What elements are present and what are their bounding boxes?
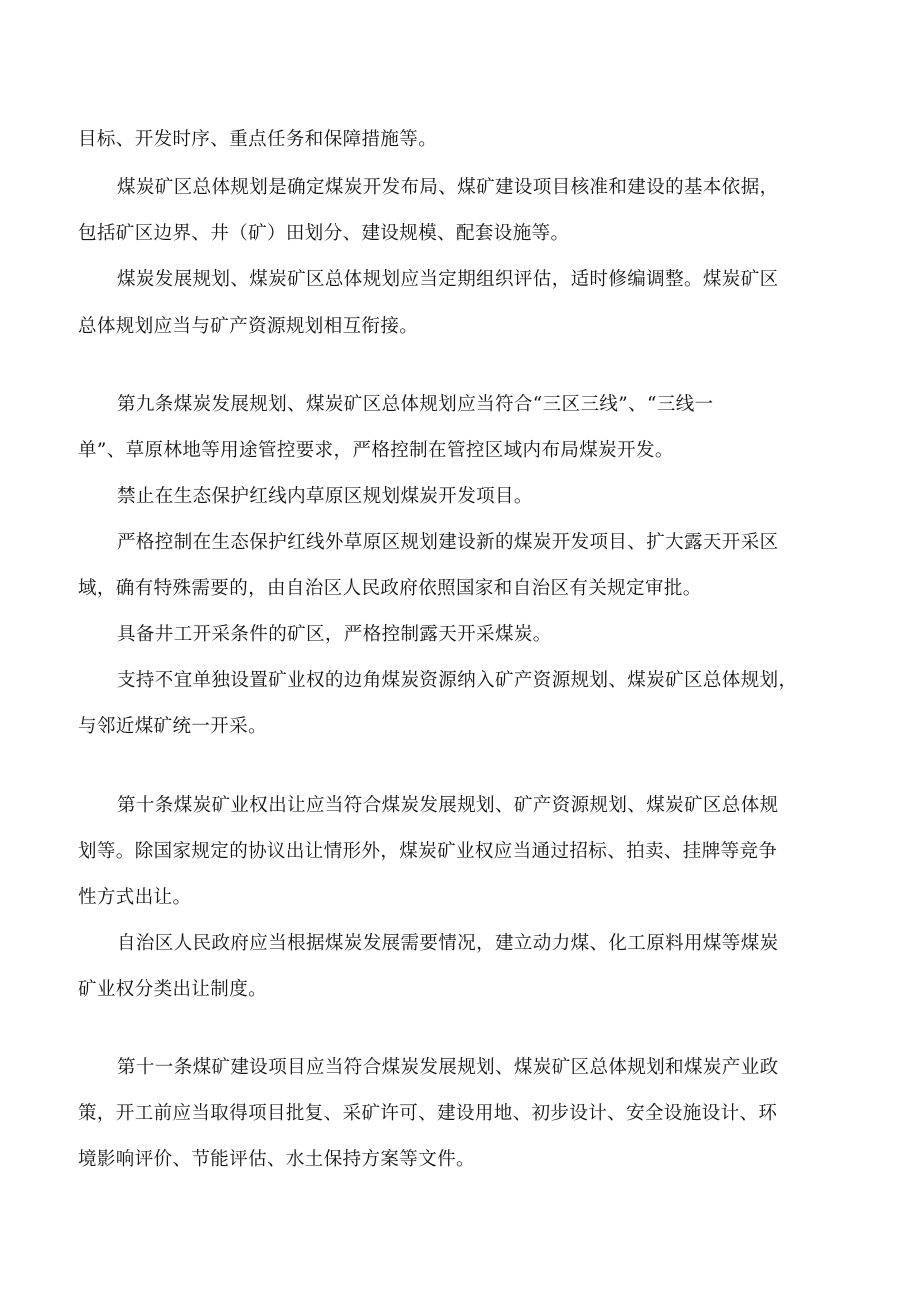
paragraph-start-line: 支持不宜单独设置矿业权的边角煤炭资源纳入矿产资源规划、煤炭矿区总体规划， [117, 670, 798, 691]
text-line: 域，确有特殊需要的，由自治区人民政府依照国家和自治区有关规定审批。 [78, 578, 702, 599]
paragraph-start-line: 严格控制在生态保护红线外草原区规划建设新的煤炭开发项目、扩大露天开采区 [117, 532, 779, 553]
article-11-heading-line: 第十一条煤矿建设项目应当符合煤炭发展规划、煤炭矿区总体规划和煤炭产业政 [117, 1057, 779, 1078]
paragraph-start-line: 禁止在生态保护红线内草原区规划煤炭开发项目。 [117, 486, 533, 507]
paragraph-start-line: 煤炭矿区总体规划是确定煤炭开发布局、煤矿建设项目核准和建设的基本依据， [117, 177, 779, 198]
text-line: 划等。除国家规定的协议出让情形外，煤炭矿业权应当通过招标、拍卖、挂牌等竞争 [78, 841, 778, 862]
text-line: 包括矿区边界、井（矿）田划分、建设规模、配套设施等。 [78, 223, 570, 244]
paragraph-start-line: 自治区人民政府应当根据煤炭发展需要情况，建立动力煤、化工原料用煤等煤炭 [117, 933, 779, 954]
text-line: 目标、开发时序、重点任务和保障措施等。 [78, 129, 438, 150]
paragraph-start-line: 具备井工开采条件的矿区，严格控制露天开采煤炭。 [117, 624, 552, 645]
text-line: 与邻近煤矿统一开采。 [78, 716, 268, 737]
article-9-heading-line: 第九条煤炭发展规划、煤炭矿区总体规划应当符合“三区三线”、“三线一 [117, 394, 714, 415]
text-line: 单”、草原林地等用途管控要求，严格控制在管控区域内布局煤炭开发。 [78, 440, 674, 461]
article-10-heading-line: 第十条煤炭矿业权出让应当符合煤炭发展规划、矿产资源规划、煤炭矿区总体规 [117, 795, 779, 816]
text-line: 矿业权分类出让制度。 [78, 979, 268, 1000]
text-line: 性方式出让。 [78, 887, 192, 908]
text-line: 境影响评价、节能评估、水土保持方案等文件。 [78, 1149, 475, 1170]
text-line: 总体规划应当与矿产资源规划相互衔接。 [78, 316, 419, 337]
text-line: 策，开工前应当取得项目批复、采矿许可、建设用地、初步设计、安全设施设计、环 [78, 1103, 778, 1124]
paragraph-start-line: 煤炭发展规划、煤炭矿区总体规划应当定期组织评估，适时修编调整。煤炭矿区 [117, 269, 779, 290]
